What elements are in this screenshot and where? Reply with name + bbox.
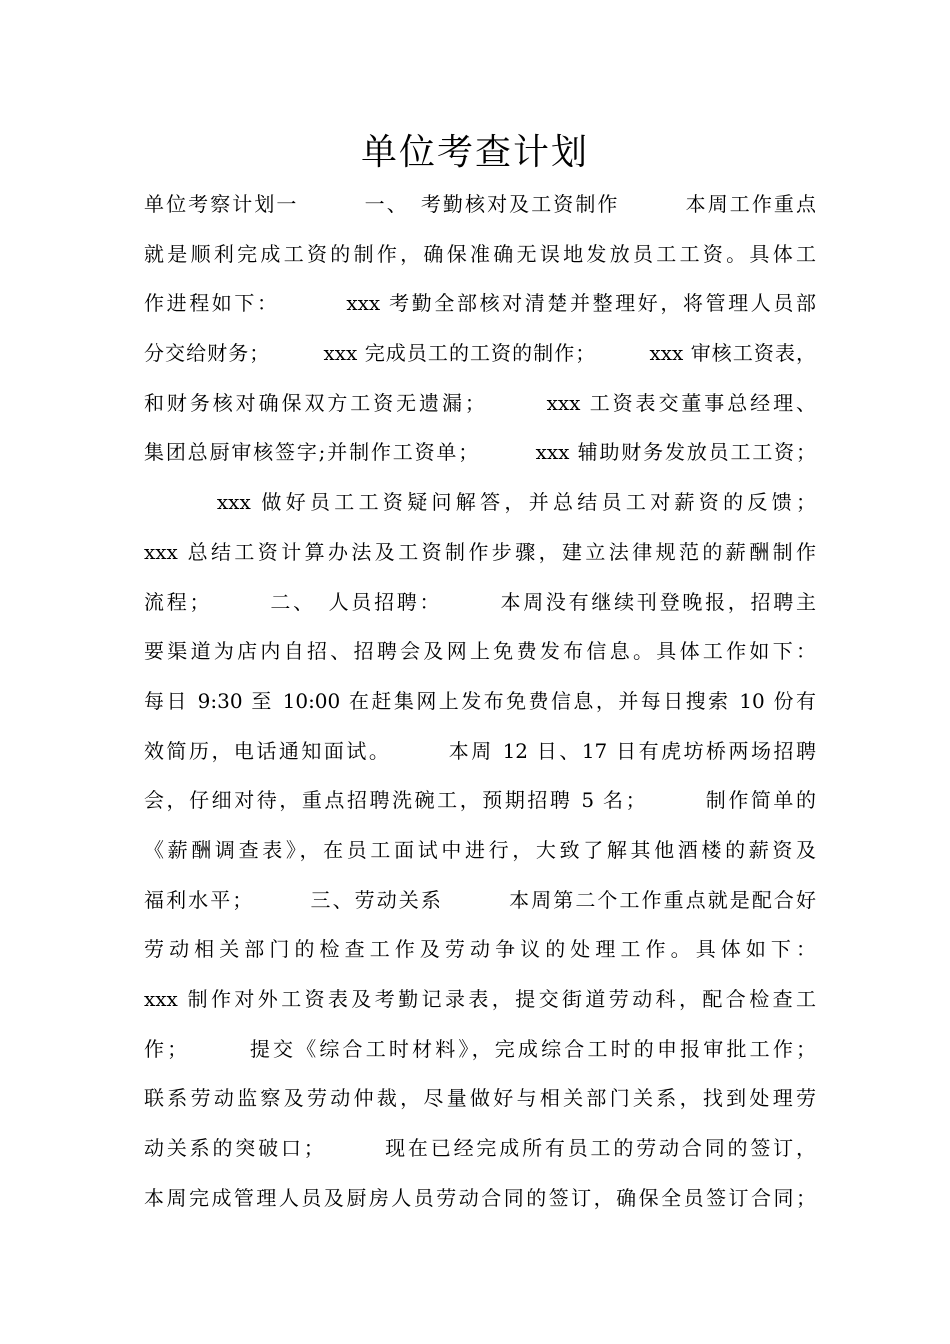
body-line: 福利水平； 三、劳动关系 本周第二个工作重点就是配合好 <box>144 887 816 912</box>
body-line: 单位考察计划一 一、 考勤核对及工资制作 本周工作重点 <box>144 192 816 216</box>
body-line: 效简历，电话通知面试。 本周 12 日、17 日有虎坊桥两场招聘 <box>144 738 816 763</box>
body-line: 劳动相关部门的检查工作及劳动争议的处理工作。具体如下： <box>144 937 816 962</box>
body-line: 会，仔细对待，重点招聘洗碗工，预期招聘 5 名； 制作简单的 <box>144 788 816 813</box>
body-line: 集团总厨审核签字;并制作工资单； xxx 辅助财务发放员工工资； <box>144 440 816 465</box>
body-line: xxx 制作对外工资表及考勤记录表，提交街道劳动科，配合检查工 <box>144 987 816 1011</box>
body-line: 动关系的突破口； 现在已经完成所有员工的劳动合同的签订， <box>144 1136 816 1161</box>
body-line: 要渠道为店内自招、招聘会及网上免费发布信息。具体工作如下： <box>144 639 816 664</box>
body-line: 作进程如下： xxx 考勤全部核对清楚并整理好，将管理人员部 <box>144 291 816 316</box>
body-line: 流程； 二、 人员招聘： 本周没有继续刊登晚报，招聘主 <box>144 589 816 614</box>
body-line: xxx 总结工资计算办法及工资制作步骤，建立法律规范的薪酬制作 <box>144 539 816 564</box>
document-body <box>144 180 816 1223</box>
body-line: 和财务核对确保双方工资无遗漏； xxx 工资表交董事总经理、 <box>144 390 816 415</box>
body-line: 就是顺利完成工资的制作，确保准确无误地发放员工工资。具体工 <box>144 241 816 266</box>
body-line: 每日 9:30 至 10:00 在赶集网上发布免费信息，并每日搜索 10 份有 <box>144 688 816 713</box>
body-line: 作； 提交《综合工时材料》，完成综合工时的申报审批工作； <box>144 1036 816 1061</box>
body-line: 分交给财务； xxx 完成员工的工资的制作； xxx 审核工资表， <box>144 341 816 366</box>
body-line: 联系劳动监察及劳动仲裁，尽量做好与相关部门关系，找到处理劳 <box>144 1086 816 1111</box>
body-line: xxx 做好员工工资疑问解答，并总结员工对薪资的反馈； <box>144 490 816 515</box>
body-line: 《薪酬调查表》，在员工面试中进行，大致了解其他酒楼的薪资及 <box>144 837 816 862</box>
body-line: 本周完成管理人员及厨房人员劳动合同的签订，确保全员签订合同； <box>144 1185 816 1210</box>
document-title: 单位考查计划 <box>360 132 589 173</box>
